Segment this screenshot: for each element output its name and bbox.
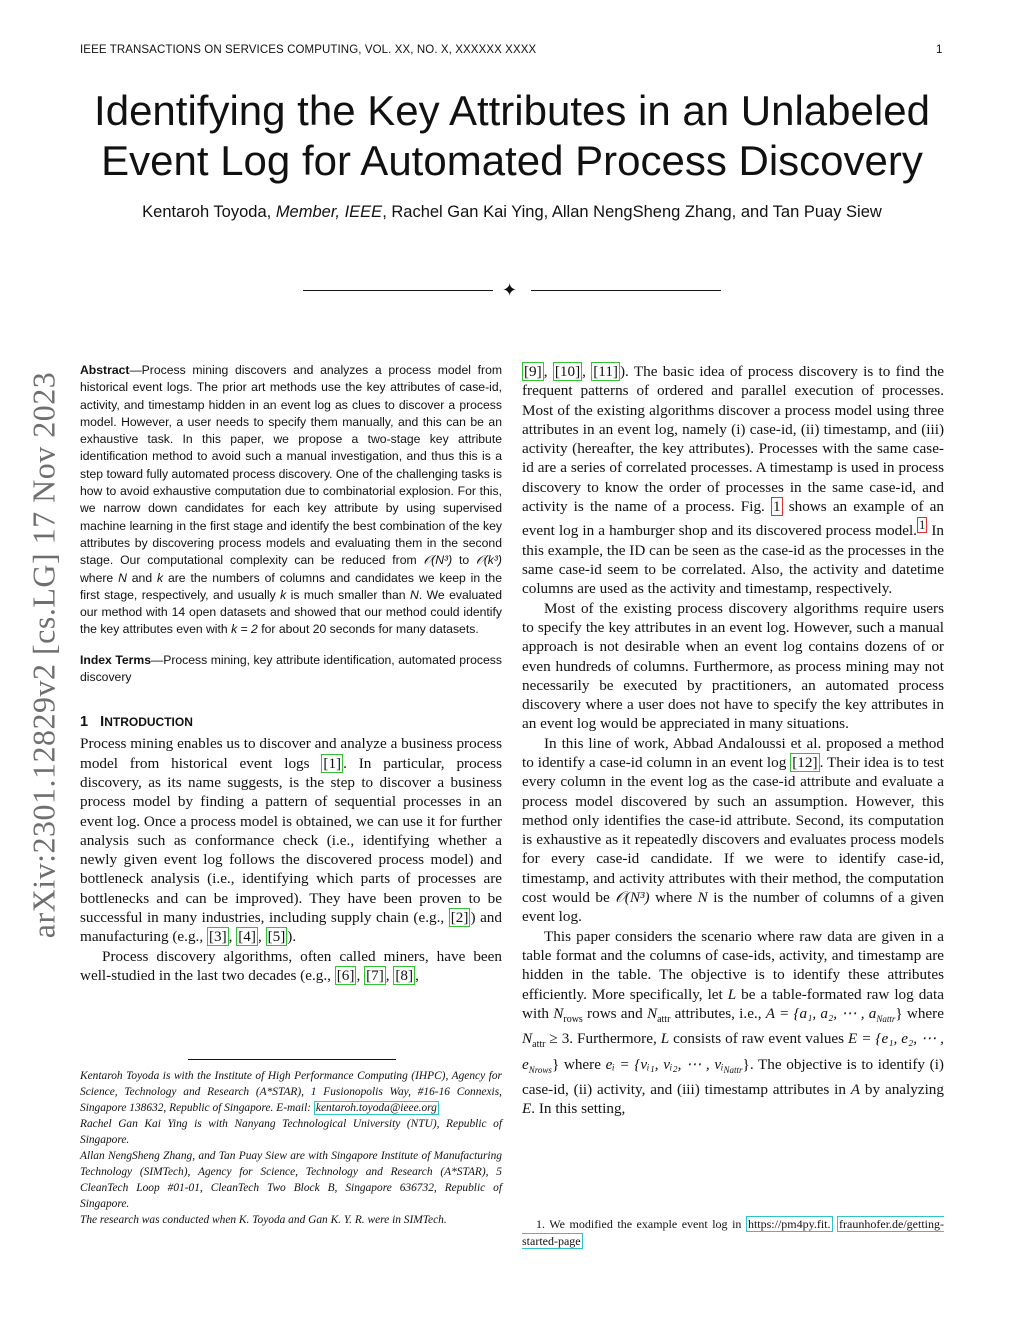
footnote-text: 1. We modified the example event log in [536, 1217, 746, 1231]
affiliation-2: Rachel Gan Kai Ying is with Nanyang Technological University (NTU), Republic of Singapore. [80, 1118, 502, 1146]
text: ). [287, 928, 297, 946]
citation-link[interactable]: [9] [524, 363, 542, 380]
author-list [60, 203, 964, 222]
abstract-math-k: k [156, 570, 164, 585]
footnote-rule [188, 1059, 396, 1060]
title-line-1: Identifying the Key Attributes in an Unlabeled [94, 87, 930, 134]
citation-link[interactable]: [7] [366, 966, 384, 984]
page-number: 1 [936, 44, 943, 56]
text: consists of raw event values [669, 1030, 849, 1048]
math-e-set: E = {e₁, e₂, ⋯ , e [522, 1030, 944, 1073]
abstract-text-2: where [80, 570, 119, 585]
citation-link[interactable]: [8] [395, 966, 414, 984]
math-n-attr: N [522, 1030, 533, 1048]
abstract-text-3: are the numbers of columns and candidates we keep in the first stage, respectively, and usually [80, 570, 502, 602]
abstract-text-1: —Process mining discovers and analyzes a process model from historical event logs. The prior art methods use the key attributes of case-id, activity, and timestamp hidden in an event log as clues to discover a process model. However, a user needs to specify them manually, and this can be an exhaustive task. In this paper, we propose a two-stage key attribute identification method to avoid such a manual investigation, and thus this is a step toward fully automated process discovery. One of the challenging tasks is how to avoid exhaustive computation due to combinatorial explosion. For this, we narrow down candidates for each key attribute by using supervised machine learning in the first stage and identify the best combination of the key attributes by discovering process models and evaluating them in the second stage. Our computational complexity can be reduced from [80, 363, 502, 568]
abstract-math-n-2: N [410, 587, 419, 602]
abstract-math-n: N [118, 570, 127, 585]
divider-right [531, 290, 721, 291]
divider-left [303, 290, 493, 291]
math-n: N [697, 889, 708, 907]
math-on3: 𝒪(N³) [615, 889, 650, 907]
text: is the number of columns of a given event log. [522, 889, 944, 926]
intro-paragraph-4 [522, 734, 944, 927]
figure-reference-link[interactable]: 1 [772, 498, 781, 516]
math-sub: Nattr [876, 1013, 896, 1024]
intro-paragraph-2: Process discovery algorithms, often called miners, have been well-studied in the last two decades (e.g., [6] , [7] , [8] , [80, 947, 502, 984]
abstract-math-ok3: 𝒪(k³) [476, 553, 502, 568]
abstract-math-on3: 𝒪(N³) [423, 553, 453, 568]
text: ) and manufacturing (e.g., [80, 909, 502, 946]
divider-ornament: ✦ [502, 280, 518, 300]
intro-paragraph-1 [80, 734, 502, 946]
math-ei: eᵢ = {vᵢ₁, vᵢ₂, ⋯ , vᵢ [605, 1055, 724, 1073]
abstract-label: Abstract [80, 363, 130, 377]
citation-link[interactable]: [3] [208, 928, 227, 946]
footnote-marker-link[interactable]: 1 [918, 518, 926, 533]
abstract-math-k-2: k [280, 587, 287, 602]
citation-link[interactable]: [12] [792, 754, 818, 771]
section-title-rest: NTRODUCTION [104, 715, 193, 730]
text: } where [551, 1055, 606, 1073]
email-link[interactable]: kentaroh.toyoda@ieee.org [315, 1102, 437, 1114]
text: . In particular, process discovery, as its name suggests, is the step to discover a business process model by finding a pattern of sequential processes in an event log. Once a process model is obtained, we can use it for further analysis such as conformance check (i.e., identifying whether a newly given event log follows the discovered process model) and bottleneck analysis (i.e., identifying which parts of processes are bottlenecks and can be improved). They have been proven to be successful in many industries, including supply chain (e.g., [80, 754, 502, 927]
section-heading-introduction [80, 714, 502, 730]
text: }. The objective is to identify (i) case-id, (ii) activity, and (iii) timestamp attributes in [522, 1055, 944, 1098]
text: . Their idea is to test every column in the event log as the case-id attribute and evaluate a process model discovered by such an assumption. However, this method only identifies the case-id attribute. Second, its computation is exhaustive as it repeatedly discovers and evaluates process models for every case-id candidate. If we were to identify case-id, timestamp, and activity attributes with their method, the computation cost would be [522, 754, 944, 907]
intro-paragraph-5 [522, 927, 944, 1119]
text: In this example, the ID can be seen as the case-id as the processes in the same case-id seem to be correlated. Also, the activity and datetime columns are used as the activity and timestamp, respectively. [522, 522, 945, 598]
running-head: IEEE TRANSACTIONS ON SERVICES COMPUTING, VOL. XX, NO. X, XXXXXX XXXX [80, 44, 537, 56]
math-sub: Nrows [528, 1064, 552, 1075]
index-terms-label: Index Terms [80, 652, 152, 667]
text: ). The basic idea of process discovery is to find the frequent patterns of ordered and parallel execution of processes. Most of the existing algorithms discover a process model using three attributes in an event log, namely (i) case-id, (ii) timestamp, and (iii) activity (hereafter, the key attributes). Processes with the same case-id are a series of correlated processes. A timestamp is used in process discovery to know the order of processes in the same case-id, and activity is the name of a process. Fig. [522, 363, 944, 516]
text: } where [895, 1004, 944, 1022]
math-sub: attr [657, 1013, 671, 1025]
math-sub: attr [532, 1039, 546, 1051]
citation-link[interactable]: [5] [267, 928, 286, 946]
math-n-attr: N [646, 1004, 658, 1022]
footnote-1 [522, 1216, 944, 1250]
affiliation-1 [80, 1068, 502, 1116]
author-affiliations [80, 1068, 502, 1228]
math-sub: rows [563, 1013, 583, 1025]
abstract-text-4: is much smaller than [286, 587, 411, 602]
text: by analyzing [860, 1080, 944, 1098]
citation-link[interactable]: [1] [323, 754, 342, 772]
intro-paragraph-2-cont: [9] , [10] , [11] ). The basic idea of process discovery is to find the frequent patterns of ordered and parallel execution of processes. Most of the existing algorithms discover a process model using three attributes in an event log, namely (i) case-id, (ii) timestamp, and (iii) activity (hereafter, the key attributes). Processes with the same case-id are a series of correlated processes. A timestamp is used in process discovery to know the order of processes in the same case-id, and activity is the name of a process. Fig. 1 shows an example of an event log in a hamburger shop and its discovered process model. $^1$ In this example, the ID can be seen as the case-id as the processes in the same case-id seem to be correlated. Also, the activity and datetime columns are used as the activity and timestamp, respectively. [522, 363, 945, 598]
text: , [385, 966, 394, 984]
left-column [80, 362, 502, 985]
citation-link[interactable]: [2] [450, 909, 469, 927]
abstract-math-k2: k = 2 [231, 622, 258, 637]
abstract [80, 362, 502, 639]
text: , [228, 928, 237, 946]
citation-link[interactable]: [11] [593, 363, 618, 380]
footnote-url-link[interactable]: https://pm4py.fit. [747, 1217, 831, 1231]
section-title-initial: I [100, 714, 105, 731]
text: be a table-formated raw log data with [522, 985, 945, 1022]
text: Process discovery algorithms, often called miners, have been well-studied in the last two decades (e.g., [80, 947, 502, 984]
text: ≥ 3. Furthermore, [545, 1030, 661, 1048]
affiliation-3: Allan NengSheng Zhang, and Tan Puay Siew are with Singapore Institute of Manufacturing Technology (SIMTech), Agency for Science, Technology and Research (A*STAR), 5 CleanTech Loop #01-01, CleanTech Two Block B, Singapore 636732, Republic of Singapore. [80, 1150, 502, 1210]
math-L: L [727, 985, 737, 1003]
section-number: 1 [80, 714, 89, 731]
paper-title [60, 86, 964, 186]
index-terms [80, 652, 502, 687]
author-membership: Member, IEEE [275, 203, 383, 221]
title-line-2: Event Log for Automated Process Discovery [101, 137, 923, 184]
right-column [522, 362, 944, 1118]
math-A: A [850, 1080, 861, 1098]
citation-link[interactable]: [10] [554, 363, 581, 380]
abstract-text-6: for about 20 seconds for many datasets. [257, 622, 479, 637]
text: attributes, i.e., [670, 1004, 766, 1022]
intro-paragraph-3: Most of the existing process discovery algorithms require users to specify the key attributes in an event log. However, such a manual approach is not desirable when an event log contains dozens of or even hundreds of columns. Furthermore, as process mining may not necessarily be executed by practitioners, an automated process discovery where a user does not have to specify the key attributes in an event log would be appreciated in many situations. [522, 599, 944, 733]
author-first: Kentaroh Toyoda, [142, 203, 276, 221]
text: . In this setting, [531, 1100, 626, 1118]
text: Kentaroh Toyoda is with the Institute of High Performance Computing (IHPC), Agency for Science, Technology and Research (A*STAR), 1 Fusionopolis Way, #16-16 Connexis, Singapore 138632, Republic of Singapore. E-mail: [80, 1070, 502, 1114]
text: This paper considers the scenario where raw data are given in a table format and the columns of case-ids, activity, and timestamp are hidden in the table. The objective is to identify these attributes efficiently. More specifically, let [522, 927, 944, 1003]
text: rows and [582, 1004, 647, 1022]
text: , [257, 928, 266, 946]
abstract-text-and: and [126, 570, 157, 585]
citation-link[interactable]: [6] [336, 966, 355, 984]
text: where [649, 889, 698, 907]
abstract-text-5: . We evaluated our method with 14 open datasets and showed that our method could identify the key attributes even with [80, 587, 503, 637]
text: shows an example of an event log in a hamburger shop and its discovered process model. [522, 498, 944, 540]
math-E: E [522, 1100, 532, 1118]
math-n-rows: N [553, 1004, 564, 1022]
text: , [356, 966, 365, 984]
text: Process mining enables us to discover and analyze a business process model from historical event logs [80, 735, 502, 772]
math-a-set: A = {a₁, a₂, ⋯ , a [765, 1004, 877, 1022]
author-rest: , Rachel Gan Kai Ying, Allan NengSheng Zhang, and Tan Puay Siew [382, 203, 882, 221]
abstract-text-to: to [452, 553, 477, 568]
affiliation-4: The research was conducted when K. Toyoda and Gan K. Y. R. were in SIMTech. [80, 1214, 447, 1226]
index-terms-text: —Process mining, key attribute identification, automated process discovery [80, 652, 502, 685]
math-L: L [660, 1030, 670, 1048]
footnote-url-link[interactable]: fraunhofer.de/getting-started-page [522, 1217, 945, 1248]
math-sub: Nattr [723, 1064, 743, 1075]
arxiv-identifier: arXiv:2301.12829v2 [cs.LG] 17 Nov 2023 [25, 371, 62, 939]
citation-link[interactable]: [4] [238, 928, 256, 946]
text: In this line of work, Abbad Andaloussi et al. proposed a method to identify a case-id column in an event log [522, 734, 944, 771]
